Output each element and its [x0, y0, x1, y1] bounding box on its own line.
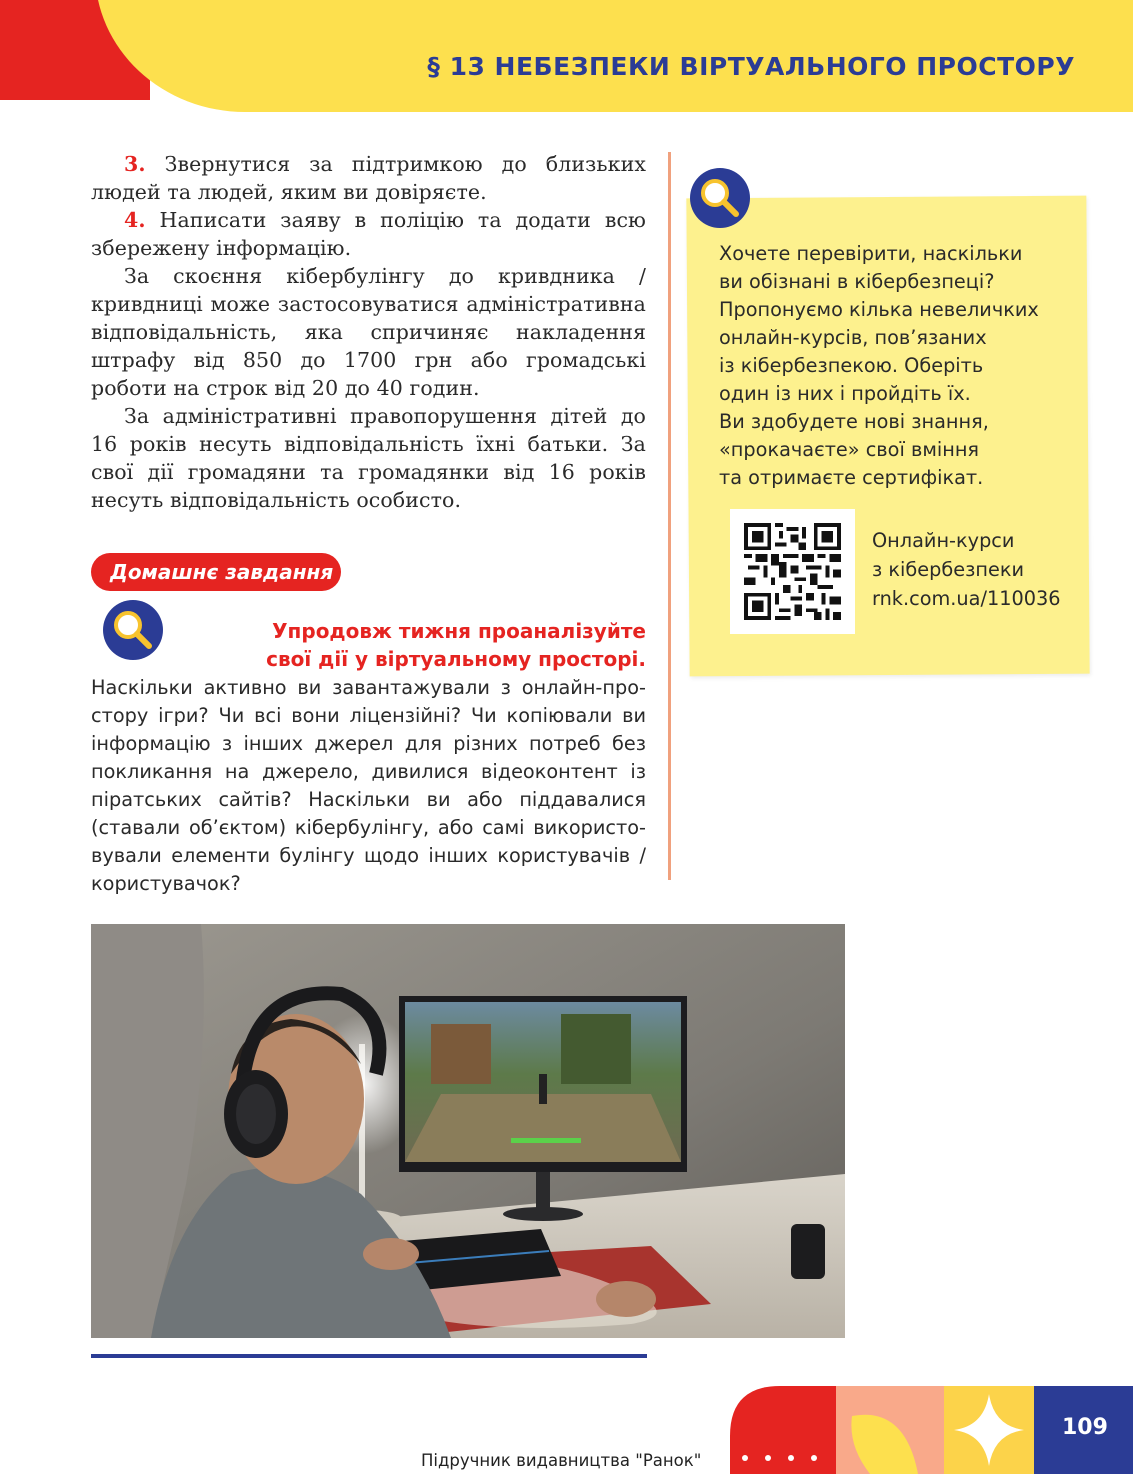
- tip-line: онлайн-курсів, пов’язаних: [719, 326, 987, 349]
- gamer-photo: [91, 924, 845, 1338]
- qr-caption-link[interactable]: rnk.com.ua/110036: [872, 587, 1061, 610]
- step-text: Написати заяву в поліцію та додати всю збережену інформацію.: [91, 208, 646, 260]
- tip-line: «прокачаєте» свої вміння: [719, 438, 980, 461]
- tip-line: один із них і пройдіть їх.: [719, 382, 971, 405]
- step-text: Звернутися за підтримкою до близьких людей та людей, яким ви довіряєте.: [91, 152, 646, 204]
- qr-caption-line: Онлайн-курси: [872, 529, 1015, 552]
- step-number: 3.: [124, 152, 146, 176]
- section-title: § 13 НЕБЕЗПЕКИ ВІРТУАЛЬНОГО ПРОСТОРУ: [427, 52, 1075, 81]
- magnifier-icon: [103, 600, 163, 660]
- homework-label: Домашнє завдання: [110, 560, 334, 584]
- step-number: 4.: [124, 208, 146, 232]
- qr-code-icon: [744, 523, 841, 620]
- tip-note-text: [719, 240, 1069, 492]
- publisher-credit: Підручник видавництва "Ранок": [421, 1451, 702, 1470]
- tip-line: Пропонуємо кілька невеличких: [719, 298, 1039, 321]
- bottom-rule: [91, 1354, 647, 1358]
- tip-line: ви обізнані в кібербезпеці?: [719, 270, 995, 293]
- tip-line: із кібербезпекою. Оберіть: [719, 354, 984, 377]
- page-number: 109: [1062, 1415, 1108, 1440]
- main-text: [91, 150, 646, 514]
- homework-task-body: Наскільки активно ви завантажували з онлайн-простору ігри? Чи всі вони ліцензійні? Чи копіювали ви інформацію з інших джерел для різних потреб без покликання на джерело, дивилися відеоконтент із піратських сайтів? Наскільки ви або піддавалися (ставали об’єктом) кібербулінгу, або самі використовували елементи булінгу щодо інших користувачів / користувачок?: [91, 676, 646, 895]
- paragraph-liability: За скоєння кібербулінгу до кривдника / кривдниці може застосовуватися адміністративна відповідальність, яка спричиняє накладення штрафу від 850 до 1700 грн або громадські роботи на строк від 20 до 40 годин.: [91, 264, 646, 400]
- tip-line: Хочете перевірити, наскільки: [719, 242, 1023, 265]
- magnifier-icon: [690, 168, 750, 228]
- paragraph-parents: За адміністративні правопорушення дітей до 16 років несуть відповідальність їхні батьки. За свої дії громадяни та громадянки від 16 років несуть відповідальність особисто.: [91, 404, 646, 512]
- homework-task-title: Упродовж тижня проаналізуйте свої дії у віртуальному просторі.: [266, 619, 646, 671]
- qr-caption-line: з кібербезпеки: [872, 558, 1025, 581]
- tip-line: та отримаєте сертифікат.: [719, 466, 984, 489]
- tip-line: Ви здобудете нові знання,: [719, 410, 989, 433]
- qr-caption: [872, 526, 1061, 613]
- qr-code[interactable]: [730, 509, 855, 634]
- step-3: [91, 150, 646, 206]
- column-divider: [668, 152, 671, 880]
- step-4: [91, 206, 646, 262]
